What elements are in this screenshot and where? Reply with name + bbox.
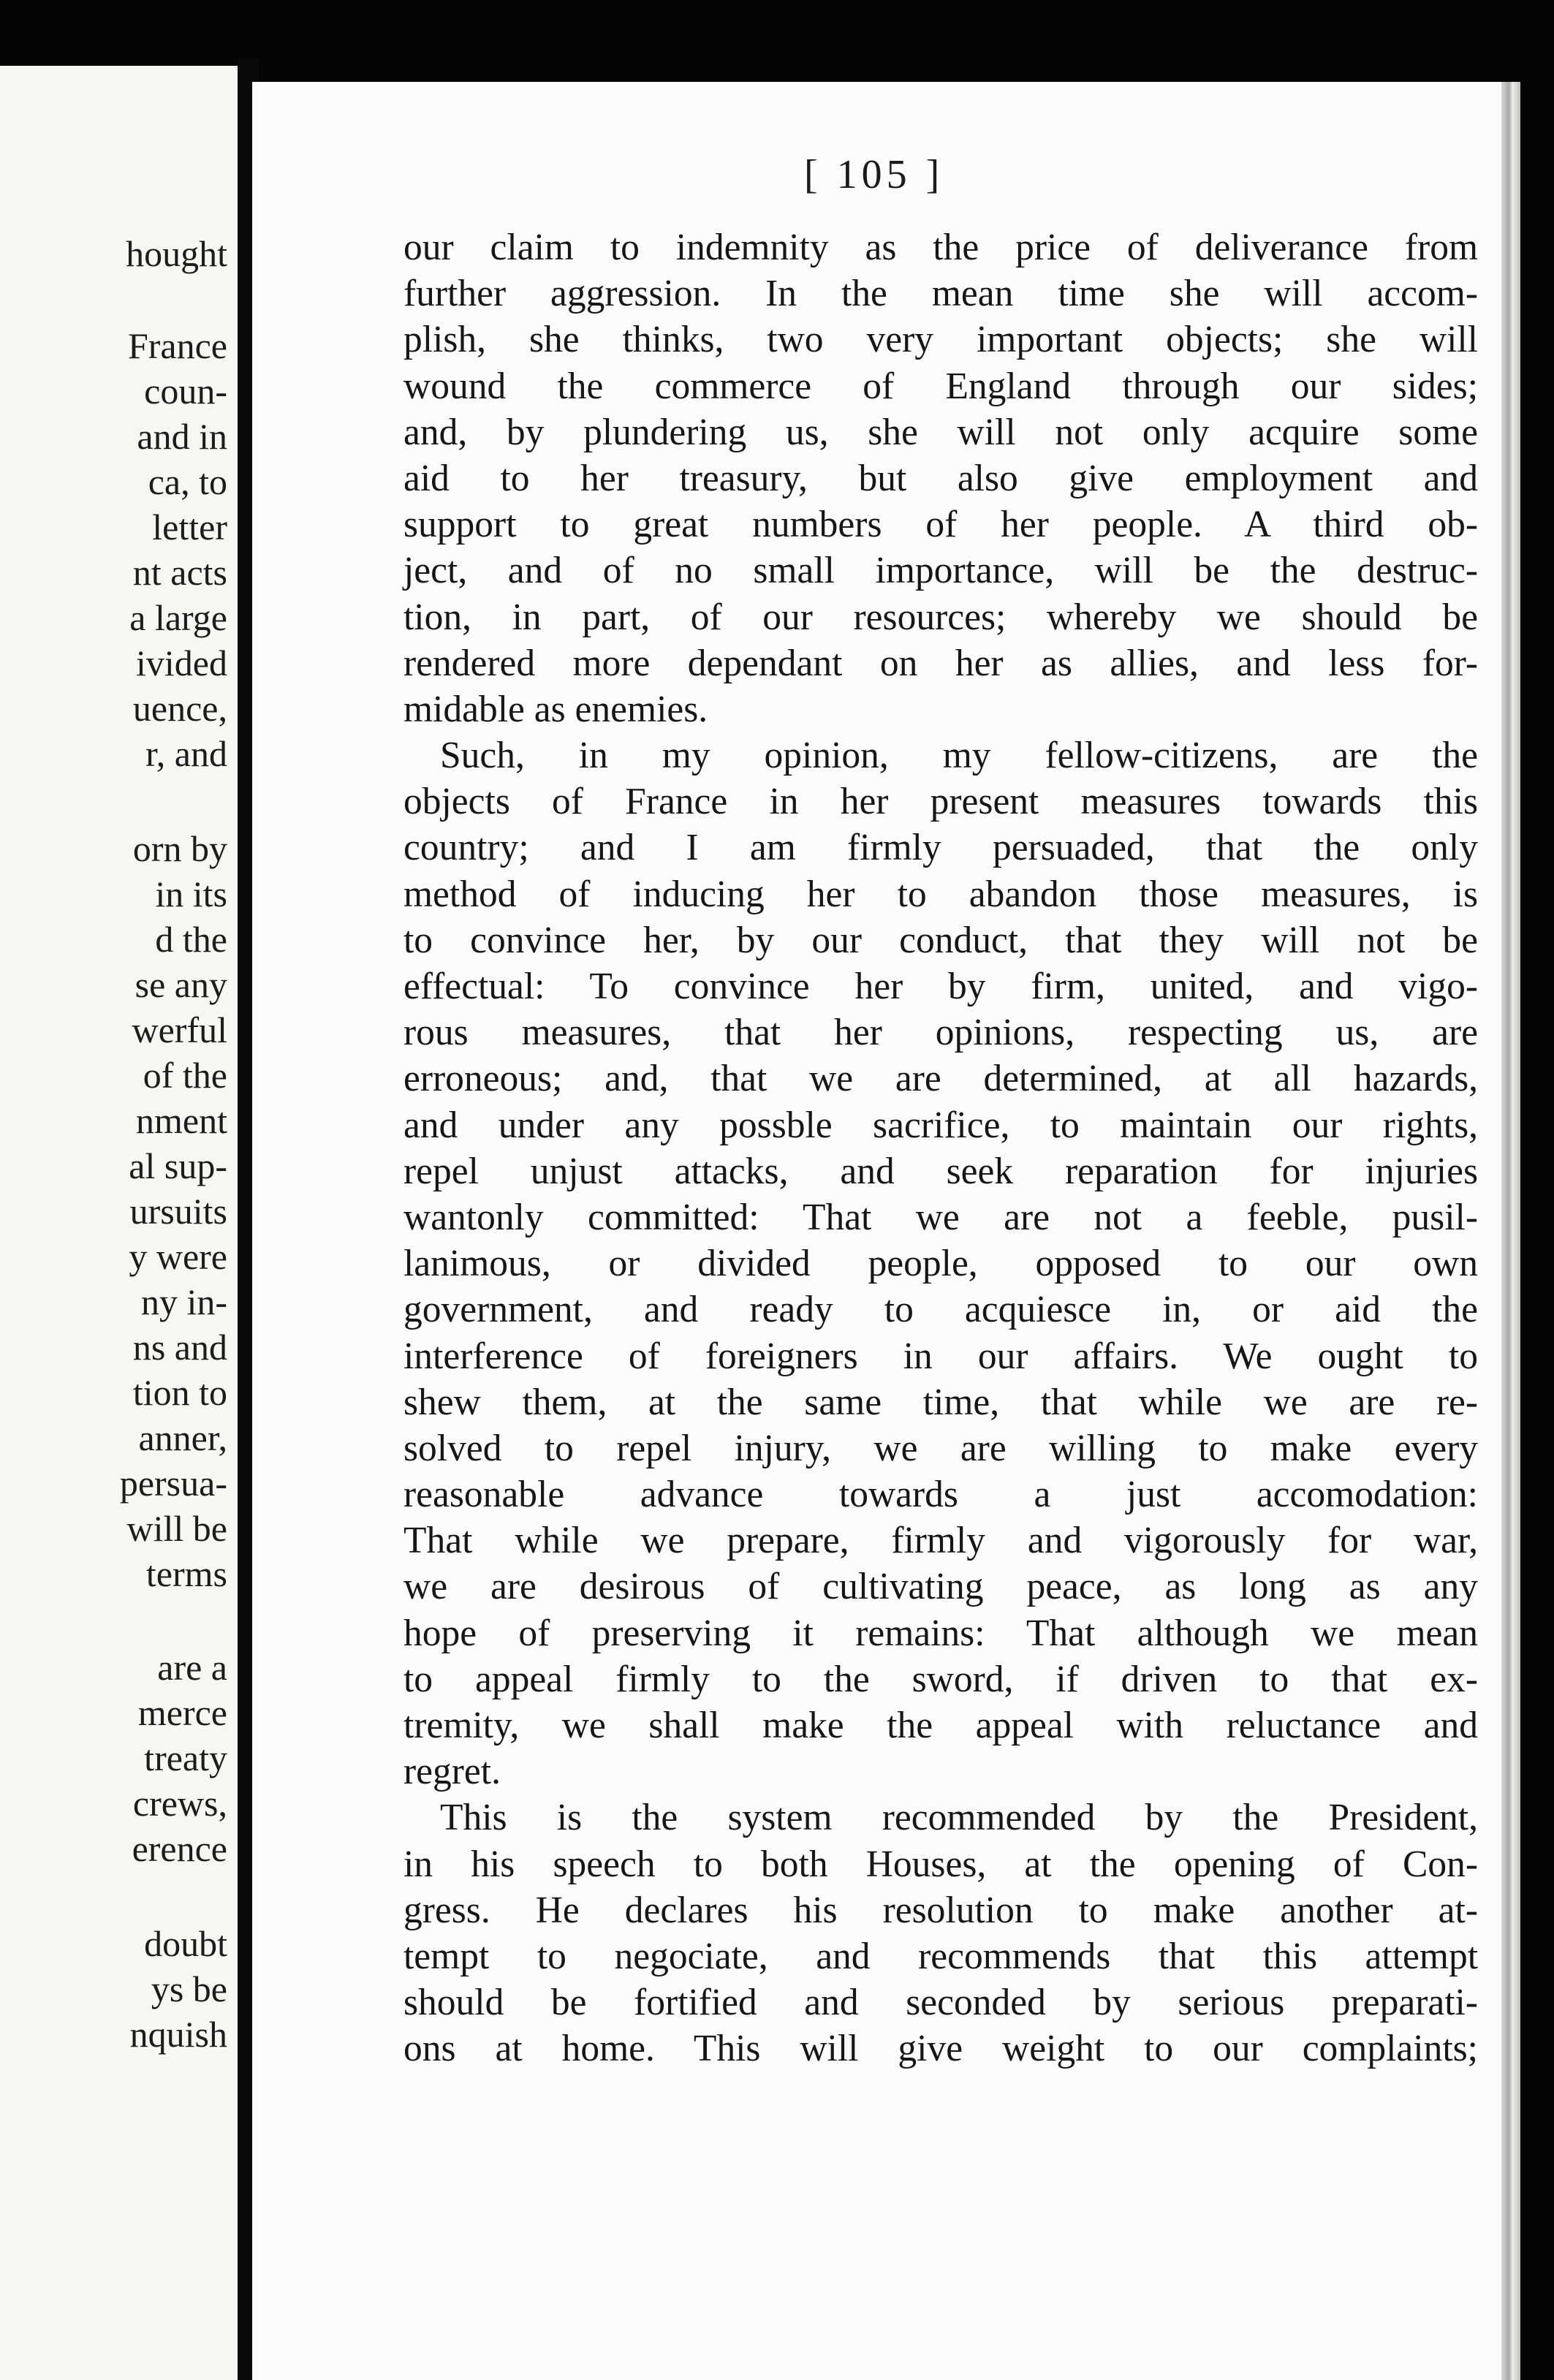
- left-facing-page: [0, 66, 238, 2380]
- left-page-fragment: nt acts: [132, 552, 227, 593]
- text-line: method of inducing her to abandon those measures, is: [403, 873, 1478, 915]
- text-line: That while we prepare, firmly and vigorously for war,: [403, 1520, 1478, 1562]
- text-line: reasonable advance towards a just accomodation:: [403, 1474, 1478, 1516]
- left-page-fragment: doubt: [144, 1923, 227, 1964]
- left-page-fragment: ns and: [132, 1327, 227, 1368]
- text-line: we are desirous of cultivating peace, as long as any: [403, 1566, 1478, 1608]
- left-page-fragment: orn by: [132, 828, 227, 869]
- left-page-fragment: werful: [132, 1009, 227, 1050]
- text-line: support to great numbers of her people. A third ob-: [403, 504, 1478, 546]
- text-line: and under any possble sacrifice, to maintain our rights,: [403, 1104, 1478, 1146]
- left-page-fragment: a large: [129, 597, 227, 638]
- left-page-fragment: uence,: [132, 688, 227, 729]
- text-line: erroneous; and, that we are determined, at all hazards,: [403, 1058, 1478, 1100]
- text-line: solved to repel injury, we are willing to make every: [403, 1427, 1478, 1469]
- text-line: effectual: To convince her by firm, united, and vigo-: [403, 966, 1478, 1007]
- left-page-fragment: ny in-: [140, 1281, 227, 1322]
- left-page-fragment: al sup-: [129, 1145, 227, 1186]
- left-page-fragment: France: [127, 325, 227, 366]
- left-page-fragment: crews,: [132, 1783, 227, 1824]
- page-edge: [1501, 82, 1520, 2380]
- text-line: hope of preserving it remains: That although we mean: [403, 1612, 1478, 1654]
- left-page-fragment: terms: [145, 1553, 227, 1594]
- text-line: objects of France in her present measures towards this: [403, 781, 1478, 823]
- page-number: [ 105 ]: [804, 152, 944, 197]
- text-line: country; and I am firmly persuaded, that the only: [403, 827, 1478, 869]
- text-line: Such, in my opinion, my fellow-citizens, are the: [440, 735, 1478, 777]
- left-page-fragment: d the: [155, 919, 227, 960]
- text-line: rous measures, that her opinions, respecting us, are: [403, 1012, 1478, 1054]
- left-page-fragment: ys be: [151, 1968, 227, 2009]
- left-page-fragment: in its: [155, 873, 227, 914]
- left-page-fragment: and in: [137, 416, 227, 457]
- text-line: rendered more dependant on her as allies, and less for-: [403, 642, 1478, 684]
- text-line: tion, in part, of our resources; whereby we should be: [403, 596, 1478, 638]
- text-line: gress. He declares his resolution to make another at-: [403, 1889, 1478, 1931]
- text-line: to appeal firmly to the sword, if driven to that ex-: [403, 1658, 1478, 1700]
- text-line: aid to her treasury, but also give employment and: [403, 457, 1478, 499]
- left-page-fragment: coun-: [144, 371, 227, 412]
- left-page-fragment: merce: [137, 1692, 227, 1733]
- text-line: government, and ready to acquiesce in, or aid the: [403, 1289, 1478, 1331]
- text-line: wantonly committed: That we are not a feeble, pusil-: [403, 1196, 1478, 1238]
- left-page-fragment: y were: [129, 1236, 227, 1277]
- text-line: regret.: [403, 1751, 501, 1793]
- left-page-fragment: r, and: [145, 733, 227, 774]
- left-page-fragment: tion to: [132, 1372, 227, 1413]
- text-line: tempt to negociate, and recommends that this attempt: [403, 1935, 1478, 1977]
- left-page-fragment: anner,: [138, 1417, 227, 1458]
- left-page-fragment: are a: [157, 1647, 227, 1688]
- text-line: to convince her, by our conduct, that they will not be: [403, 919, 1478, 961]
- left-page-fragment: erence: [132, 1828, 227, 1869]
- left-page-fragment: hought: [126, 233, 227, 274]
- body-text: [403, 224, 1478, 2072]
- text-line: should be fortified and seconded by serious preparati-: [403, 1982, 1478, 2024]
- text-line: tremity, we shall make the appeal with reluctance and: [403, 1705, 1478, 1746]
- text-line: midable as enemies.: [403, 688, 708, 730]
- right-page: [252, 82, 1520, 2380]
- text-line: interference of foreigners in our affairs. We ought to: [403, 1335, 1478, 1377]
- left-page-fragment: will be: [126, 1508, 227, 1549]
- left-page-fragment: nquish: [129, 2014, 227, 2055]
- left-page-fragment: se any: [134, 964, 227, 1005]
- left-page-fragment: persua-: [119, 1463, 227, 1504]
- left-page-fragment: ca, to: [148, 461, 227, 502]
- left-page-fragment: ursuits: [129, 1191, 227, 1232]
- text-line: shew them, at the same time, that while we are re-: [403, 1381, 1478, 1423]
- text-line: wound the commerce of England through our sides;: [403, 365, 1478, 407]
- left-page-fragment: of the: [143, 1055, 227, 1096]
- left-page-fragment: ivided: [136, 643, 227, 683]
- text-line: and, by plundering us, she will not only acquire some: [403, 411, 1478, 453]
- text-line: repel unjust attacks, and seek reparation for injuries: [403, 1150, 1478, 1192]
- text-line: in his speech to both Houses, at the opening of Con-: [403, 1843, 1478, 1885]
- text-line: our claim to indemnity as the price of deliverance from: [403, 227, 1478, 268]
- left-page-fragment: letter: [152, 507, 227, 547]
- text-line: This is the system recommended by the President,: [440, 1797, 1478, 1839]
- left-page-fragment: treaty: [144, 1737, 227, 1778]
- left-page-fragment: nment: [136, 1100, 227, 1141]
- text-line: ons at home. This will give weight to our complaints;: [403, 2028, 1478, 2070]
- text-line: further aggression. In the mean time she will accom-: [403, 273, 1478, 315]
- text-line: plish, she thinks, two very important objects; she will: [403, 319, 1478, 361]
- text-line: lanimous, or divided people, opposed to our own: [403, 1243, 1478, 1285]
- text-line: ject, and of no small importance, will be the destruc-: [403, 550, 1478, 592]
